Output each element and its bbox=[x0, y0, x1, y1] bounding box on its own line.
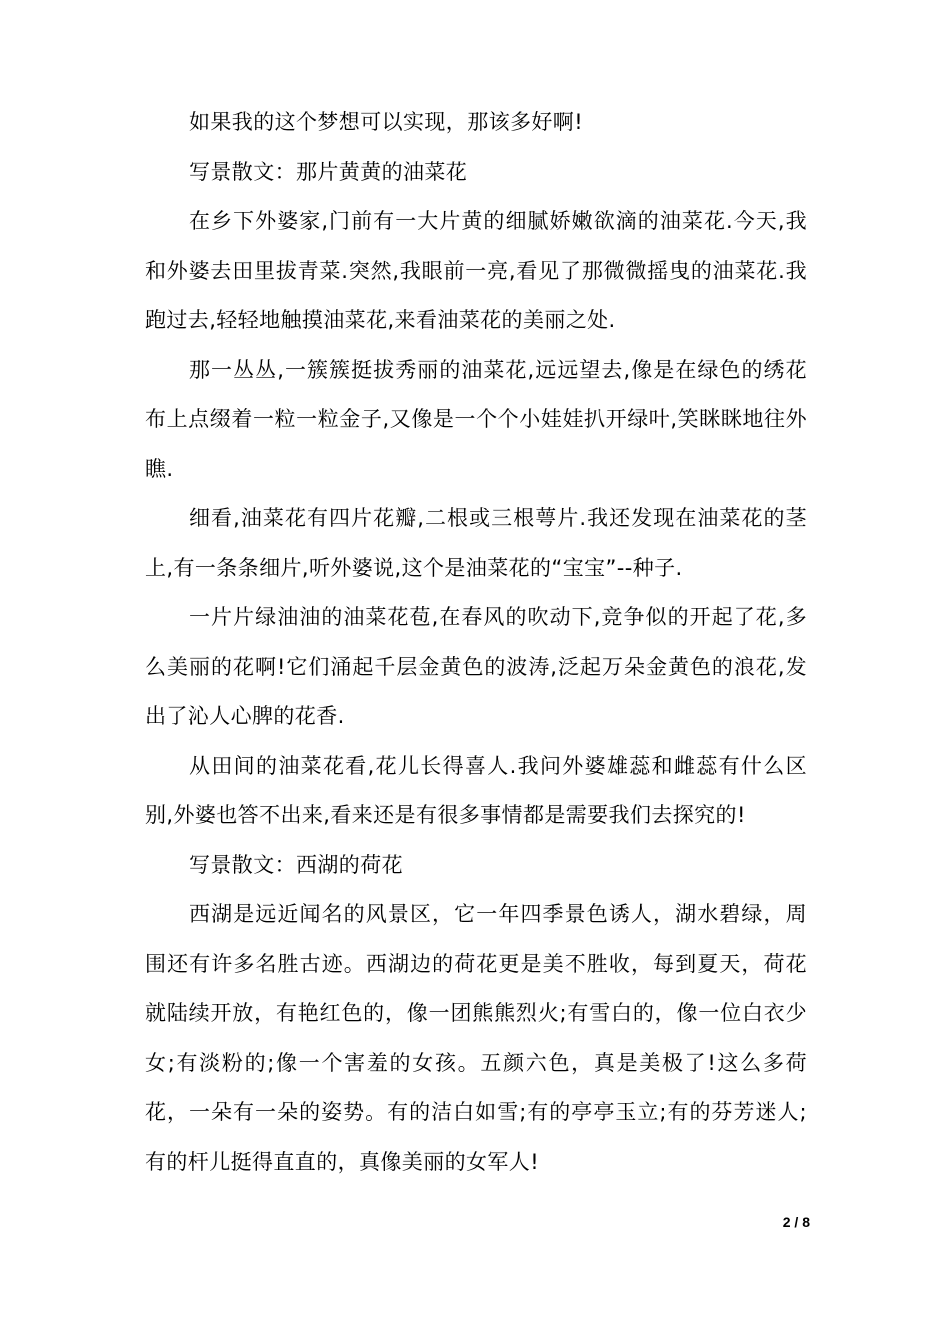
paragraph-rapeseed-detail: 细看,油菜花有四片花瓣,二根或三根萼片.我还发现在油菜花的茎上,有一条条细片,听外婆说,这个是油菜花的“宝宝”--种子. bbox=[145, 506, 807, 580]
paragraph-rapeseed-ending: 从田间的油菜花看,花儿长得喜人.我问外婆雄蕊和雌蕊有什么区别,外婆也答不出来,看来还是有很多事情都是需要我们去探究的! bbox=[145, 753, 807, 827]
paragraph-rapeseed-intro: 在乡下外婆家,门前有一大片黄的细腻娇嫩欲滴的油菜花.今天,我和外婆去田里拔青菜.突然,我眼前一亮,看见了那微微摇曳的油菜花.我跑过去,轻轻地触摸油菜花,来看油菜花的美丽之处. bbox=[145, 209, 807, 332]
document-body bbox=[145, 98, 807, 1187]
section-title-west-lake: 写景散文：西湖的荷花 bbox=[189, 852, 403, 877]
section-title-rapeseed: 写景散文：那片黄黄的油菜花 bbox=[189, 159, 468, 184]
page-number: 2 / 8 bbox=[782, 1214, 810, 1230]
paragraph-west-lake-lotus: 西湖是远近闻名的风景区，它一年四季景色诱人，湖水碧绿，周围还有许多名胜古迹。西湖边的荷花更是美不胜收，每到夏天，荷花就陆续开放，有艳红色的，像一团熊熊烈火;有雪白的，像一位白衣少女;有淡粉的;像一个害羞的女孩。五颜六色，真是美极了!这么多荷花，一朵有一朵的姿势。有的洁白如雪;有的亭亭玉立;有的芬芳迷人;有的杆儿挺得直直的，真像美丽的女军人! bbox=[145, 902, 807, 1174]
paragraph-rapeseed-view: 那一丛丛,一簇簇挺拔秀丽的油菜花,远远望去,像是在绿色的绣花布上点缀着一粒一粒金子,又像是一个个小娃娃扒开绿叶,笑眯眯地往外瞧. bbox=[145, 357, 807, 481]
paragraph-dream-ending: 如果我的这个梦想可以实现，那该多好啊! bbox=[189, 110, 584, 134]
paragraph-rapeseed-bloom: 一片片绿油油的油菜花苞,在春风的吹动下,竞争似的开起了花,多么美丽的花啊!它们涌起千层金黄色的波涛,泛起万朵金黄色的浪花,发出了沁人心脾的花香. bbox=[145, 605, 807, 728]
